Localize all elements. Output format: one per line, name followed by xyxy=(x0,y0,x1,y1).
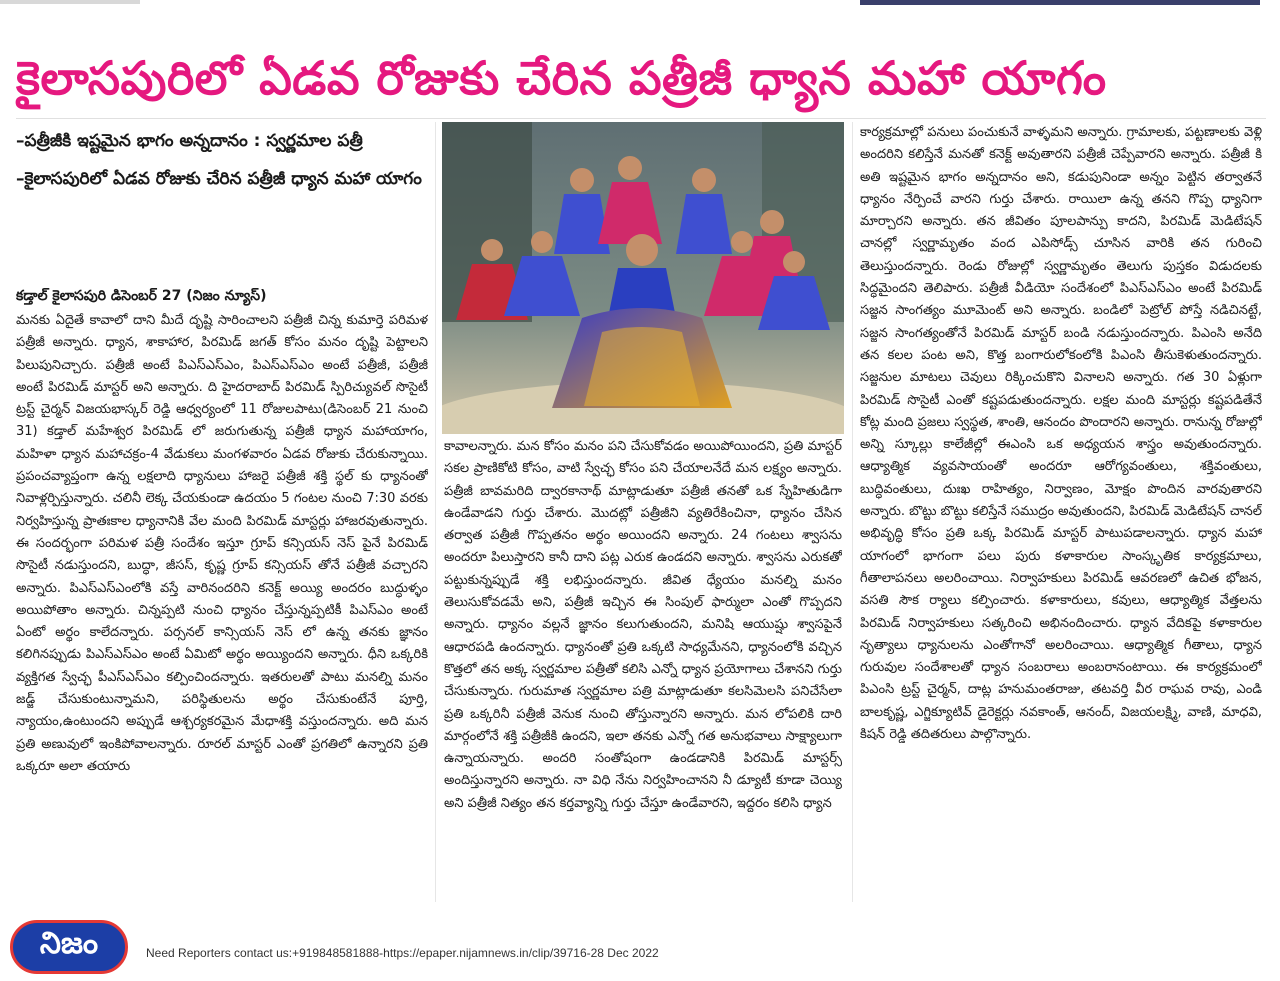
column-3-text: కార్యక్రమాల్లో పనులు పంచుకునే వాళ్ళమని అన్నారు. గ్రామాలకు, పట్టణాలకు వెళ్లి అందరిని కలిస్తేనే మనతో కనెక్ట్ అవుతారని పత్రీజీ చెప్పేవారని అన్నారు. పత్రీజీ కి అతి ఇష్టమైన భాగం అన్నదానం అని, కడుపునిండా అన్నం పెట్టిన తర్వాతనే ధ్యానం నేర్పించే వారని గుర్తు చేశారు. రాయిలా ఉన్న తనని గొప్ప ధ్యానిగా మార్చారని అన్నారు. తన జీవితం పూలపాన్పు కాదని, పిరమిడ్ మెడిటేషన్ చానల్లో స్వర్ణామృతం వంద ఎపిసోడ్స్ చూసిన వారికి తన గురించి తెలుస్తుందన్నారు. రెండు రోజుల్లో స్వర్ణామృతం తెలుగు పుస్తకం విడుదలకు సిద్ధమైందని తెలిపారు. పత్రీజీ వీడియో సందేశంలో పిఎస్ఎస్ఎం అంటే పిరమిడ్ సజ్జన సాంగత్యం మూమెంట్ అని అన్నారు. బండిలో పెట్రోల్ పోస్తే నడిచినట్టే, సజ్జన సాంగత్యంతోనే పిరమిడ్ మాస్టర్ బండి నడుస్తుందన్నారు. పిఎంసి అనేది తన కలల పంట అని, కొత్త బంగారులోకంలోకి పిఎంసి తీసుకెళుతుందన్నారు. సజ్జనుల మాటలు చెవులు రిక్కించుకొని వినాలని అన్నారు. గత 30 ఏళ్లుగా పిరమిడ్ సొసైటీ ఎంతో కష్టపడుతుందన్నారు. లక్షల మంది మాస్టర్లు కష్టపడితేనే కోట్ల మంది ప్రజలు స్వస్థత, శాంతి, ఆనందం పొందారని అన్నారు. రానున్న రోజుల్లో అన్ని స్కూల్లు కాలేజీల్లో ఈఎంసి ఒక అధ్యయన శాస్త్రం అవుతుందన్నారు. ఆధ్యాత్మిక వ్యవసాయంతో అందరూ ఆరోగ్యవంతులు, శక్తివంతులు, బుద్ధివంతులు, దుఃఖ రాహిత్యం, నిర్వాణం, మోక్షం పొందిన వారవుతారని అన్నారు. బొట్టు బొట్టు కలిస్తేనే సముద్రం అవుతుందని, పిరమిడ్ మెడిటేషన్ చానల్ అభివృద్ధి కోసం ప్రతి ఒక్క పిరమిడ్ మాస్టర్ పాటుపడాలన్నారు. ధ్యాన మహా యాగంలో భాగంగా పలు పురు కళాకారుల సాంస్కృతిక కార్యక్రమాలు, గీతాలాపనలు అలరించాయి. నిర్వాహకులు పిరమిడ్ ఆవరణలో ఉచిత భోజన, వసతి సౌక ర్యాలు కల్పించారు. కళాకారులు, కవులు, ఆధ్యాత్మిక వేత్తలను పిరమిడ్ నిర్వాహకులు సత్కరించి అభినందించారు. ధ్యాన వేదికపై కళాకారుల నృత్యాలు ధ్యానులను ఎంతోగానో అలరించాయి. ఆధ్యాత్మిక గీతాలు, ధ్యాన గురువుల సందేశాలతో ధ్యాన సంబరాలు అంబరానంటాయి. ఈ కార్యక్రమంలో పిఎంసి ట్రస్ట్ చైర్మన్, దాట్ల హనుమంతరాజు, తటవర్తి వీర రాఘవ రావు, ఎండి బాలకృష్ణ, ఎగ్జిక్యూటివ్ డైరెక్టర్లు నవకాంత్, ఆనంద్, విజయలక్ష్మి, వాణి, మాధవి, కిషన్ రెడ్డి తదితరులు పాల్గొన్నారు. xyxy=(860,125,1262,743)
top-strip-left xyxy=(0,0,140,4)
article-column-1 xyxy=(16,310,428,910)
dateline: కడ్తాల్ కైలాసపురి డిసెంబర్ 27 (నిజం న్యూస్) xyxy=(16,288,267,304)
article-column-2 xyxy=(444,436,842,906)
top-strip xyxy=(0,0,1280,8)
nijam-logo xyxy=(10,920,128,974)
subheads xyxy=(16,122,428,198)
logo-text: నిజం xyxy=(39,926,99,961)
headline: కైలాసపురిలో ఏడవ రోజుకు చేరిన పత్రీజీ ధ్యాన మహా యాగం xyxy=(16,51,1107,105)
top-strip-right xyxy=(860,0,1260,5)
column-divider-1 xyxy=(435,122,436,902)
subhead-1: –పత్రీజీకి ఇష్టమైన భాగం అన్నదానం : స్వర్ణమాల పత్రీ xyxy=(16,131,363,151)
column-1-text: మనకు ఏదైతే కావాలో దాని మీదే దృష్టి సారించాలని పత్రీజీ చిన్న కుమార్తె పరిమళ పత్రీజీ అన్నారు. ధ్యాన, శాకాహార, పిరమిడ్ జగత్ కోసం మనం దృష్టి పెట్టాలని పిలుపునిచ్చారు. పత్రీజీ అంటే పిఎస్‌ఎస్ఎం, పిఎస్ఎస్ఎం అంటే పత్రీజీ, పత్రీజీ అంటే పిరమిడ్ మాస్టర్ అని అన్నారు. ది హైదరాబాద్ పిరమిడ్ స్పిరిచ్యువల్ సొసైటీ ట్రస్ట్ చైర్మన్ విజయభాస్కర్ రెడ్డి ఆధ్వర్యంలో 11 రోజులపాటు(డిసెంబర్ 21 నుంచి 31) కడ్తాల్ మహేశ్వర పిరమిడ్ లో జరుగుతున్న పత్రీజీ ధ్యాన మహాయాగం, మహిళా ధ్యాన మహాచక్రం-4 వేడుకలు మంగళవారం ఏడవ రోజుకు చేరుకున్నాయి. ప్రపంచవ్యాప్తంగా ఉన్న లక్షలాది ధ్యానులు హాజరై పత్రీజీ శక్తి స్థల్ కు ధ్యానంతో నివాళ్లర్పిస్తున్నారు. చలినీ లెక్క చేయకుండా ఉదయం 5 గంటల నుంచి 7:30 వరకు నిర్వహిస్తున్న ప్రాతఃకాల ధ్యానానికి వేల మంది పిరమిడ్ మాస్టర్లు హాజరవుతున్నారు. ఈ సందర్భంగా పరిమళ పత్రీ సందేశం ఇస్తూ గ్రూప్ కన్సియస్ నెస్ పైనే పిరమిడ్ సొసైటీ నడుస్తుందని, బుద్ధా, జీసస్, కృష్ణ గ్రూప్ కన్సియస్ తోనే పత్రీజీ వచ్చారని అన్నారు. పిఎస్ఎస్ఎంలోకి వస్తే వారినందరిని కనెక్ట్ అయ్యి అందరం బుద్ధుళ్ళం అయిపోతాం అన్నారు. చిన్నప్పటి నుంచి ధ్యానం చేస్తున్నప్పటికీ పిఎస్ఎం అంటే ఏంటో అర్థం కాలేదన్నారు. పర్సనల్ కాన్సియస్ నెస్ లో ఉన్న తనకు జ్ఞానం కలిగినప్పుడు పిఎస్ఎస్ఎం అంటే ఏమిటో అర్థం అయ్యిందని అన్నారు. ధీని ఒక్కరికి వ్యక్తిగత స్వేచ్ఛ పీఎస్ఎస్ఎం కల్పించిందన్నారు. ఇతరులతో పాటు మనల్ని మనం జడ్జ్ చేసుకుంటున్నామని, పరిస్థితులను అర్థం చేసుకుంటేనే పూర్తి, న్యాయం,ఉంటుందని అప్పుడే ఆశ్చర్యకరమైన మేధాశక్తి వస్తుందన్నారు. అది మన ప్రతి అణువులో ఇంకిపోవాలన్నారు. రూరల్ మాస్టర్ ఎంతో ప్రగతిలో ఉన్నారని ప్రతి ఒక్కరూ అలా తయారు xyxy=(16,313,428,774)
subhead-2: –కైలాసపురిలో ఏడవ రోజుకు చేరిన పత్రీజీ ధ్యాన మహా యాగం xyxy=(16,169,422,189)
footer xyxy=(0,912,1280,981)
column-2-text: కావాలన్నారు. మన కోసం మనం పని చేసుకోవడం అయిపోయిందని, ప్రతి మాస్టర్ సకల ప్రాణికోటి కోసం, వాటి స్వేచ్ఛ కోసం పని చేయాలనేదే మన లక్ష్యం అన్నారు. పత్రీజీ బావమరిది ద్వారకానాథ్ మాట్లాడుతూ పత్రీజీ తనతో ఒక స్నేహితుడిగా ఉండేవాడని గుర్తు చేశారు. మొదట్లో పత్రీజీని వ్యతిరేకించినా, ధ్యానం చేసిన తర్వాత పత్రీజీ గొప్పతనం అర్థం అయిందని అన్నారు. 24 గంటలు శ్వాసను అందరూ పిలుస్తారని కానీ దాని పట్ల ఎరుక ఉండదని అన్నారు. శ్వాసను ఎరుకతో పట్టుకున్నప్పుడే శక్తి లభిస్తుందన్నారు. జీవిత ధ్యేయం మనల్ని మనం తెలుసుకోవడమే అని, పత్రీజీ ఇచ్చిన ఈ సింపుల్ ఫార్ములా ఎంతో గొప్పదని అన్నారు. ధ్యానం వల్లనే జ్ఞానం కలుగుతుందని, మనిషి ఆయుష్షు శ్వాసపైనే ఆధారపడి ఉందన్నారు. ధ్యానంతో ప్రతి ఒక్కటి సాధ్యమేనని, ధ్యానంలోకి వచ్చిన కొత్తలో తన అక్క స్వర్ణమాల పత్రీతో కలిసి ఎన్నో ధ్యాన ప్రయోగాలు చేశానని గుర్తు చేసుకున్నారు. గురుమాత స్వర్ణమాల పత్రి మాట్లాడుతూ కలసిమెలసి పనిచేసేలా ప్రతి ఒక్కరినీ పత్రీజీ వెనుక నుంచి తోస్తున్నారని అన్నారు. మన లోపలికి దారి మార్గంలోనే శక్తి పత్రీజీకి ఉందని, ఇలా తనకు ఎన్నో గత అనుభవాలు సాక్ష్యాలుగా ఉన్నాయన్నారు. అందరి సంతోషంగా ఉండడానికి పిరమిడ్ మాస్టర్స్ అందిస్తున్నారని అన్నారు. నా విధి నేను నిర్వహించానని నీ డ్యూటీ కూడా చెయ్యి అని పత్రీజీ నిత్యం తన కర్తవ్యాన్ని గుర్తు చేస్తూ ఉండేవారని, ఇద్దరం కలిసి ధ్యాన xyxy=(444,439,842,811)
footer-contact-text: Need Reporters contact us:+919848581888-https://epaper.nijamnews.in/clip/39716-28 Dec 2022 xyxy=(146,946,659,960)
headline-rule xyxy=(16,118,1266,119)
column-divider-2 xyxy=(852,122,853,902)
article-column-3 xyxy=(860,122,1262,906)
dance-photo xyxy=(442,122,844,434)
